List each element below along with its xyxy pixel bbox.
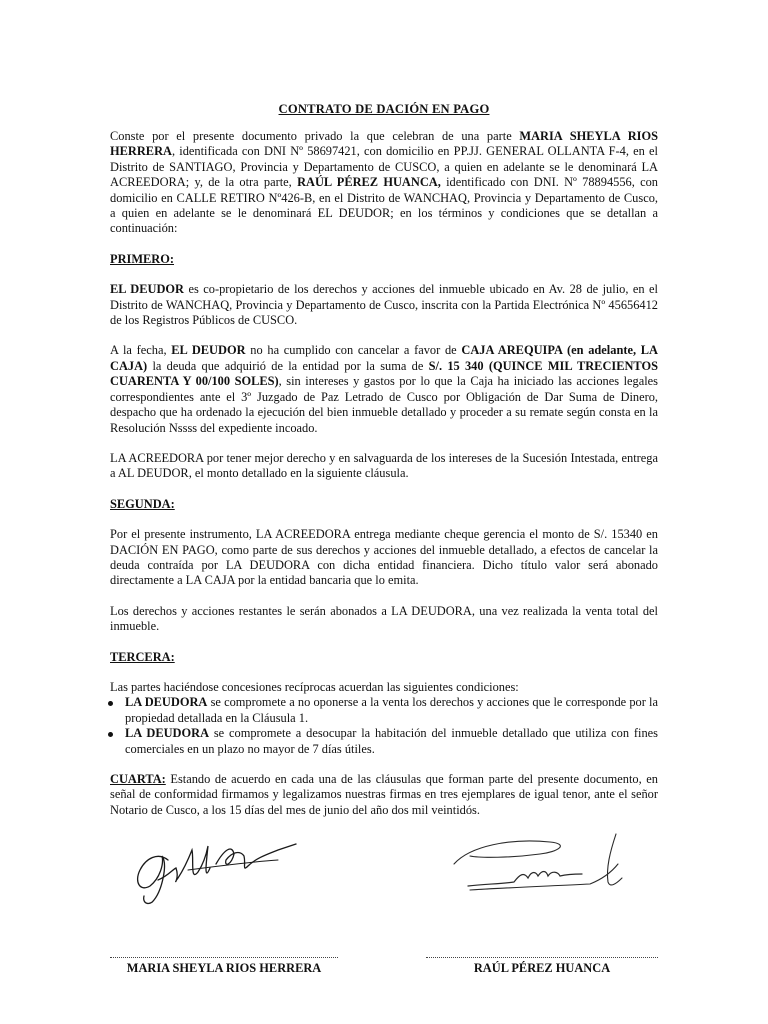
- signature-line-1: [110, 957, 338, 958]
- intro-text-2: , identificada con DNI Nº 58697421, con domicilio en PP.JJ. GENERAL OLLANTA F-4, en el Distrito de SANTIAGO, Provincia y Departamento de CUSCO, a quien en adelante se le denominará LA ACREEDORA; y, de la otra parte,: [110, 144, 658, 190]
- intro-paragraph: [110, 129, 658, 237]
- list-item: [110, 695, 658, 726]
- list-item-text: se compromete a no oponerse a la venta los derechos y acciones que le corresponde por la propiedad detallada en la Cláusula 1.: [125, 695, 658, 725]
- segunda-paragraph-1: Por el presente instrumento, LA ACREEDORA entrega mediante cheque gerencia el monto de S/. 15340 en DACIÓN EN PAGO, como parte de sus derechos y acciones del inmueble detallado, a efectos de cancelar la deuda contraída por LA DEUDORA con dicha entidad financiera. Dicho título valor será abonado directamente a LA CAJA por la entidad bancaria que lo emita.: [110, 527, 658, 588]
- signature-section: [0, 820, 768, 1020]
- segunda-paragraph-2: Los derechos y acciones restantes le serán abonados a LA DEUDORA, una vez realizada la venta total del inmueble.: [110, 603, 658, 634]
- primero-p1-text: es co-propietario de los derechos y acciones del inmueble ubicado en Av. 28 de julio, en el Distrito de WANCHAQ, Provincia y Departamento de Cusco, inscrita con la Partida Electrónica Nº 45656412 de los Registros Públicos de CUSCO.: [110, 282, 659, 328]
- document-body: [110, 129, 658, 818]
- signatory-name-1: MARIA SHEYLA RIOS HERRERA: [126, 961, 322, 975]
- list-item-bold: LA DEUDORA: [125, 695, 208, 710]
- creditor-name: MARIA SHEYLA RIOS HERRERA: [110, 129, 658, 159]
- primero-p2-bold-1: EL DEUDOR: [171, 343, 246, 358]
- cuarta-paragraph: [110, 772, 658, 818]
- heading-segunda: SEGUNDA:: [110, 496, 175, 511]
- primero-paragraph-3: LA ACREEDORA por tener mejor derecho y en salvaguarda de los intereses de la Sucesión Intestada, entrega a AL DEUDOR, el monto detallado en la siguiente cláusula.: [110, 450, 658, 481]
- primero-p2-text-1: A la fecha,: [110, 343, 172, 358]
- primero-p2-bold-3: S/. 15 340 (QUINCE MIL TRECIENTOS CUARENTA Y 00/100 SOLES): [110, 358, 658, 389]
- document-title: CONTRATO DE DACIÓN EN PAGO: [278, 102, 490, 116]
- signatory-name-2: RAÚL PÉREZ HUANCA: [473, 961, 611, 975]
- signature-2-image: [440, 828, 640, 928]
- signature-line-2: [426, 957, 658, 958]
- primero-p2-bold-2: CAJA AREQUIPA (en adelante, LA CAJA): [110, 343, 658, 373]
- primero-p2-text-2: no ha cumplido con cancelar a favor de: [245, 343, 462, 358]
- primero-p2-text-4: , sin intereses y gastos por lo que la Caja ha iniciado las acciones legales correspondientes ante el 3º Juzgado de Paz Letrado de Cusco por Obligación de Dar Suma de Dinero, despacho que ha ordenado la ejecución del bien inmueble detallado y proceder a su remate según consta en la Resolución Nssss del expediente incoado.: [110, 374, 658, 435]
- list-item-text: se compromete a desocupar la habitación del inmueble detallado que utiliza con fines comerciales en un plazo no mayor de 7 días útiles.: [125, 726, 658, 756]
- tercera-intro: Las partes haciéndose concesiones recíprocas acuerdan las siguientes condiciones:: [110, 679, 519, 694]
- bullet-icon: [108, 701, 113, 706]
- heading-tercera: TERCERA:: [110, 649, 175, 664]
- heading-primero: PRIMERO:: [110, 251, 175, 266]
- primero-paragraph-1: [110, 282, 658, 328]
- heading-cuarta: CUARTA:: [110, 772, 166, 786]
- intro-text-3: identificado con DNI. Nº 78894556, con domicilio en CALLE RETIRO Nº426-B, en el Distrito de WANCHAQ, Provincia y Departamento de Cusco, a quien en adelante se le denominará EL DEUDOR; en los términos y condiciones que se detallan a continuación:: [110, 175, 658, 236]
- bullet-icon: [108, 732, 113, 737]
- debtor-name: RAÚL PÉREZ HUANCA,: [297, 175, 441, 190]
- list-item-bold: LA DEUDORA: [125, 726, 210, 741]
- intro-text-1: Conste por el presente documento privado la que celebran de una parte: [110, 129, 520, 143]
- cuarta-text: Estando de acuerdo en cada una de las cláusulas que forman parte del presente documento, en señal de conformidad firmamos y legalizamos nuestras firmas en tres ejemplares de igual tenor, ante el señor Notario de Cusco, a los 15 días del mes de junio del año dos mil veintidós.: [110, 772, 658, 817]
- primero-p1-bold: EL DEUDOR: [110, 282, 185, 297]
- signature-1-image: [128, 820, 308, 920]
- primero-paragraph-2: [110, 343, 658, 435]
- primero-p2-text-3: la deuda que adquirió de la entidad por la suma de: [147, 358, 429, 373]
- list-item: [110, 726, 658, 757]
